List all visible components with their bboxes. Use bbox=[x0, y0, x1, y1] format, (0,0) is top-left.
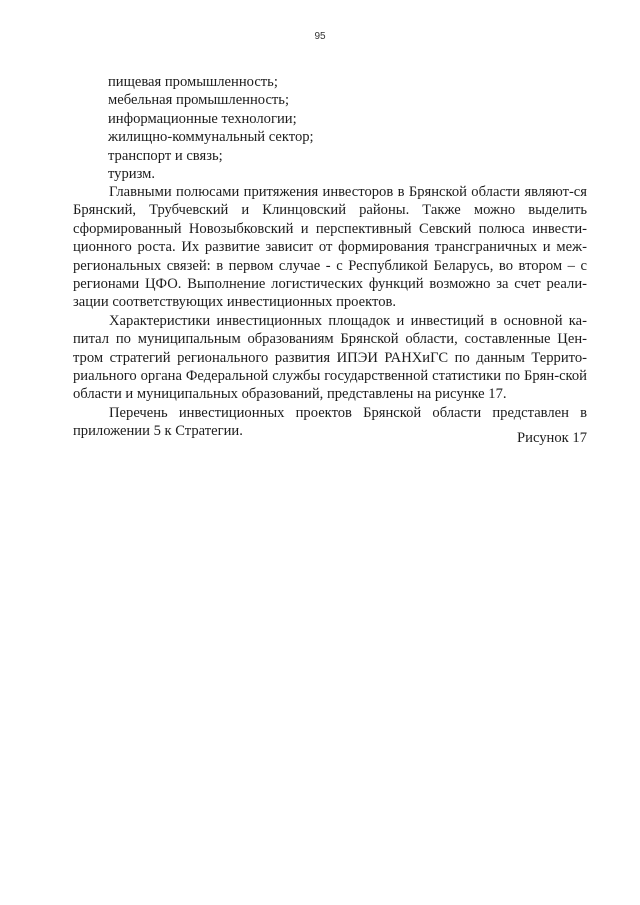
list-item: пищевая промышленность; bbox=[108, 74, 278, 90]
list-item: информационные технологии; bbox=[108, 110, 297, 127]
figure-caption: Рисунок 17 bbox=[517, 430, 587, 446]
industry-list bbox=[108, 73, 314, 183]
body-text bbox=[73, 183, 587, 441]
list-item: туризм. bbox=[108, 166, 156, 183]
paragraph-investment-characteristics: Характеристики инвестиционных площадок и инвестиций в основной ка-питал по муниципальным образованиям Брянской области, составленные Цен-тром стратегий регионального развития ИПЭИ РАНХиГС по данным Террито-риального органа Федеральной службы государственной статистики по Брян-ской области и муниципальных образований, представлены на рисунке 17. bbox=[73, 312, 587, 403]
list-item: жилищно-коммунальный сектор; bbox=[108, 129, 314, 146]
paragraph-project-list: Перечень инвестиционных проектов Брянской области представлен в приложении 5 к Стратегии. bbox=[73, 404, 587, 440]
paragraph-investment-poles: Главными полюсами притяжения инвесторов в Брянской области являют-ся Брянский, Трубчевский и Клинцовский районы. Также можно выделить сформированный Новозыбковский и перспективный Севский полюса инвести-ционного роста. Их развитие зависит от формирования трансграничных и меж-региональных связей: в первом случае - с Республикой Беларусь, во втором – с регионами ЦФО. Выполнение логистических функций возможно за счет реали-зации соответствующих инвестиционных проектов. bbox=[73, 184, 587, 311]
list-item: мебельная промышленность; bbox=[108, 92, 290, 109]
page-number: 95 bbox=[314, 31, 326, 42]
list-item: транспорт и связь; bbox=[108, 147, 223, 164]
